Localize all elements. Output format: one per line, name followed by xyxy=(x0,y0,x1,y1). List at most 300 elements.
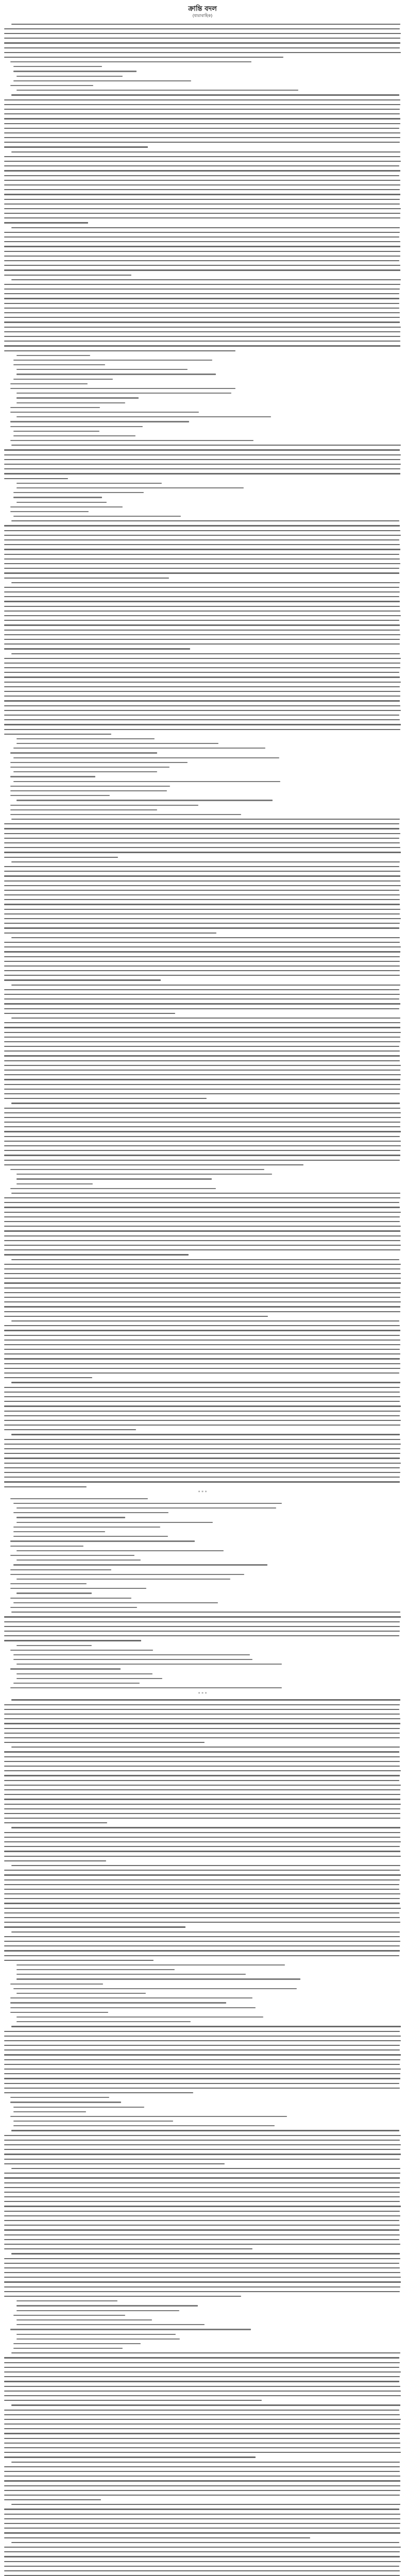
dialogue-text-line xyxy=(4,485,401,490)
paragraph-text-line xyxy=(4,121,401,126)
paragraph-text-line xyxy=(4,713,401,717)
paragraph-text-line xyxy=(4,2441,401,2445)
text-run xyxy=(4,1037,400,1038)
text-run xyxy=(4,1126,400,1127)
text-run xyxy=(4,2263,399,2264)
dialogue-text-line xyxy=(4,504,401,509)
paragraph-text-line xyxy=(4,556,401,561)
paragraph-text-line xyxy=(4,1248,401,1252)
paragraph-text-line xyxy=(4,2351,401,2355)
text-run xyxy=(4,350,235,351)
text-run xyxy=(4,1851,400,1852)
text-run xyxy=(13,1536,168,1537)
paragraph-text-line xyxy=(4,1101,401,1106)
paragraph-text-line xyxy=(4,2408,401,2412)
paragraph-text-line xyxy=(4,651,401,656)
text-run xyxy=(11,861,400,862)
text-run xyxy=(4,2362,400,2363)
text-run xyxy=(11,1259,399,1260)
text-run xyxy=(4,1368,400,1369)
text-run xyxy=(4,232,400,233)
text-run xyxy=(4,1714,400,1715)
text-run xyxy=(4,2391,401,2392)
text-run xyxy=(4,1879,400,1880)
paragraph-text-line xyxy=(4,840,401,845)
paragraph-text-line xyxy=(4,344,401,348)
text-run xyxy=(13,497,102,498)
paragraph-text-line xyxy=(4,1404,401,1409)
paragraph-text-line xyxy=(4,273,401,277)
text-run xyxy=(4,1074,401,1075)
dialogue-text-line xyxy=(4,1534,401,1539)
text-run xyxy=(4,1150,400,1151)
dialogue-text-line xyxy=(4,1582,401,1586)
text-run xyxy=(4,563,400,564)
paragraph-text-line xyxy=(4,1735,401,1740)
paragraph-text-line xyxy=(4,2157,401,2161)
paragraph-text-line xyxy=(4,457,401,462)
text-run xyxy=(10,762,188,763)
paragraph-text-line xyxy=(4,2384,401,2388)
paragraph-text-line xyxy=(4,874,401,878)
text-run xyxy=(4,321,400,323)
paragraph-text-line xyxy=(4,930,401,935)
text-run xyxy=(4,293,399,294)
paragraph-text-line xyxy=(4,831,401,836)
text-run xyxy=(4,1340,400,1341)
paragraph-text-line xyxy=(4,1143,401,1148)
paragraph-text-line xyxy=(4,595,401,599)
text-run xyxy=(4,535,401,536)
text-run xyxy=(11,1434,400,1435)
text-run xyxy=(4,289,400,290)
dialogue-text-line xyxy=(4,2336,401,2341)
text-run xyxy=(4,2049,400,2050)
text-run xyxy=(4,998,399,999)
text-run xyxy=(10,383,88,384)
text-run xyxy=(10,776,95,777)
text-run xyxy=(4,2258,400,2259)
dialogue-text-line xyxy=(4,1972,401,1977)
paragraph-text-line xyxy=(4,1148,401,1153)
text-run xyxy=(4,1429,136,1430)
dialogue-text-line xyxy=(4,2332,401,2336)
text-run xyxy=(4,549,400,550)
paragraph-text-line xyxy=(4,2540,401,2545)
paragraph-text-line xyxy=(4,1839,401,1844)
paragraph-text-line xyxy=(4,216,401,221)
paragraph-text-line xyxy=(4,240,401,244)
paragraph-text-line xyxy=(4,566,401,571)
dialogue-text-line xyxy=(4,2001,401,2005)
paragraph-text-line xyxy=(4,1262,401,1266)
paragraph-text-line xyxy=(4,637,401,641)
text-run xyxy=(4,686,400,687)
text-run xyxy=(4,1335,400,1336)
dialogue-text-line xyxy=(4,1520,401,1524)
paragraph-text-line xyxy=(4,935,401,940)
text-run xyxy=(4,2296,241,2297)
paragraph-text-line xyxy=(4,1200,401,1205)
text-run xyxy=(4,2499,101,2500)
text-run xyxy=(4,2528,400,2529)
text-run xyxy=(16,738,155,739)
dialogue-text-line xyxy=(4,2327,401,2332)
text-run xyxy=(4,1226,401,1227)
text-run xyxy=(4,1621,400,1622)
text-run xyxy=(4,1794,400,1795)
text-run xyxy=(4,2514,400,2515)
text-run xyxy=(10,790,167,791)
dialogue-text-line xyxy=(4,1529,401,1534)
dialogue-text-line xyxy=(4,2341,401,2346)
text-run xyxy=(4,899,400,900)
paragraph-text-line xyxy=(4,883,401,888)
text-run xyxy=(4,52,401,53)
text-run xyxy=(4,2456,256,2458)
paragraph-text-line xyxy=(4,519,401,523)
dialogue-text-line xyxy=(4,1572,401,1577)
paragraph-text-line xyxy=(4,1773,401,1778)
paragraph-text-line xyxy=(4,1437,401,1442)
paragraph-text-line xyxy=(4,623,401,628)
paragraph-text-line xyxy=(4,647,401,651)
paragraph-text-line xyxy=(4,561,401,566)
text-run xyxy=(4,1756,400,1757)
text-run xyxy=(4,2428,400,2429)
text-run xyxy=(4,1202,399,1203)
text-run xyxy=(4,539,399,540)
text-run xyxy=(4,2272,400,2273)
paragraph-text-line xyxy=(4,969,401,973)
paragraph-text-line xyxy=(4,1073,401,1077)
text-run xyxy=(11,1865,400,1866)
paragraph-text-line xyxy=(4,1858,401,1863)
text-run xyxy=(4,454,401,455)
text-run xyxy=(16,1993,146,1994)
text-run xyxy=(16,402,125,403)
text-run xyxy=(16,502,107,503)
dialogue-text-line xyxy=(4,2095,401,2100)
text-run xyxy=(13,1654,250,1655)
paragraph-text-line xyxy=(4,571,401,575)
text-run xyxy=(4,170,400,171)
paragraph-text-line xyxy=(4,2133,401,2138)
dialogue-text-line xyxy=(4,774,401,779)
text-run xyxy=(4,327,401,328)
text-run xyxy=(4,1268,400,1269)
text-run xyxy=(16,1664,282,1665)
paragraph-text-line xyxy=(4,2043,401,2048)
paragraph-text-line xyxy=(4,1054,401,1058)
document-subtitle: (ধারাবাহিক) xyxy=(192,13,213,18)
paragraph-text-line xyxy=(4,2275,401,2280)
text-run xyxy=(4,1728,400,1729)
paragraph-text-line xyxy=(4,1461,401,1465)
paragraph-text-line xyxy=(4,2152,401,2157)
text-run xyxy=(4,2537,310,2538)
dialogue-text-line xyxy=(4,1596,401,1600)
text-run xyxy=(4,2286,400,2287)
text-run xyxy=(11,819,400,820)
text-run xyxy=(4,724,401,725)
section-divider xyxy=(4,1489,401,1496)
text-run xyxy=(11,2404,400,2405)
paragraph-text-line xyxy=(4,467,401,471)
paragraph-text-line xyxy=(4,1324,401,1328)
text-run xyxy=(4,1481,400,1482)
text-run xyxy=(4,298,399,299)
text-run xyxy=(4,2466,400,2467)
paragraph-text-line xyxy=(4,1844,401,1849)
paragraph-text-line xyxy=(4,732,401,736)
text-run xyxy=(4,2229,399,2230)
paragraph-text-line xyxy=(4,1783,401,1787)
paragraph-text-line xyxy=(4,2379,401,2384)
text-run xyxy=(16,369,188,370)
text-run xyxy=(16,90,298,91)
paragraph-text-line xyxy=(4,2199,401,2204)
text-run xyxy=(4,1108,400,1109)
text-run xyxy=(4,1477,400,1478)
dialogue-text-line xyxy=(4,2119,401,2124)
text-run xyxy=(4,2490,400,2491)
text-run xyxy=(4,1856,401,1857)
text-run xyxy=(4,2154,401,2155)
paragraph-text-line xyxy=(4,41,401,45)
paragraph-text-line xyxy=(4,1456,401,1461)
paragraph-text-line xyxy=(4,2247,401,2251)
text-run xyxy=(4,913,400,914)
text-run xyxy=(11,2352,400,2353)
paragraph-text-line xyxy=(4,2388,401,2393)
paragraph-text-line xyxy=(4,1409,401,1413)
paragraph-text-line xyxy=(4,1295,401,1299)
paragraph-text-line xyxy=(4,154,401,159)
paragraph-text-line xyxy=(4,1465,401,1470)
text-run xyxy=(13,757,279,758)
paragraph-text-line xyxy=(4,1896,401,1901)
text-run xyxy=(4,1235,401,1236)
text-run xyxy=(4,1960,154,1961)
text-run xyxy=(4,1358,400,1359)
paragraph-text-line xyxy=(4,1214,401,1219)
paragraph-text-line xyxy=(4,963,401,968)
paragraph-text-line xyxy=(4,2375,401,2379)
paragraph-text-line xyxy=(4,1342,401,1347)
paragraph-text-line xyxy=(4,1470,401,1475)
text-run xyxy=(11,2130,399,2131)
paragraph-text-line xyxy=(4,1778,401,1783)
text-run xyxy=(16,2324,205,2325)
text-run xyxy=(4,2064,400,2065)
text-run xyxy=(11,24,400,25)
text-run xyxy=(4,676,400,677)
paragraph-text-line xyxy=(4,287,401,292)
text-run xyxy=(4,1046,399,1047)
dialogue-text-line xyxy=(4,353,401,358)
text-run xyxy=(13,66,102,67)
paragraph-text-line xyxy=(4,2057,401,2062)
paragraph-text-line xyxy=(4,552,401,556)
text-run xyxy=(4,128,399,129)
paragraph-text-line xyxy=(4,2464,401,2469)
paragraph-text-line xyxy=(4,1039,401,1044)
dialogue-text-line xyxy=(4,1553,401,1557)
paragraph-text-line xyxy=(4,159,401,163)
document-body xyxy=(4,22,401,2576)
paragraph-text-line xyxy=(4,1915,401,1920)
paragraph-text-line xyxy=(4,2502,401,2507)
text-run xyxy=(4,1780,399,1781)
text-run xyxy=(4,1240,400,1241)
dialogue-text-line xyxy=(4,438,401,443)
dialogue-text-line xyxy=(4,514,401,519)
text-run xyxy=(4,1392,400,1393)
text-run xyxy=(4,199,400,200)
text-run xyxy=(10,767,170,768)
paragraph-text-line xyxy=(4,680,401,684)
text-run xyxy=(4,2144,401,2145)
text-run xyxy=(4,2291,400,2292)
paragraph-text-line xyxy=(4,1389,401,1394)
text-run xyxy=(4,256,400,257)
text-run xyxy=(4,42,400,43)
text-run xyxy=(4,345,400,346)
text-run xyxy=(4,2556,400,2557)
text-run xyxy=(4,1704,400,1705)
text-run xyxy=(10,2097,109,2098)
paragraph-text-line xyxy=(4,1129,401,1134)
dialogue-text-line xyxy=(4,1991,401,1995)
text-run xyxy=(4,184,400,185)
text-run xyxy=(16,2305,198,2306)
paragraph-text-line xyxy=(4,197,401,201)
dialogue-text-line xyxy=(4,1577,401,1581)
text-run xyxy=(4,1316,268,1317)
paragraph-text-line xyxy=(4,2185,401,2190)
paragraph-text-line xyxy=(4,1385,401,1389)
text-run xyxy=(4,1950,400,1951)
paragraph-text-line xyxy=(4,2535,401,2540)
paragraph-text-line xyxy=(4,921,401,926)
text-run xyxy=(4,1197,400,1198)
text-run xyxy=(13,2111,86,2112)
text-run xyxy=(11,2504,400,2505)
text-run xyxy=(4,663,400,664)
text-run xyxy=(4,2192,400,2193)
text-run xyxy=(4,1766,400,1767)
paragraph-text-line xyxy=(4,2280,401,2284)
text-run xyxy=(4,2220,399,2221)
dialogue-text-line xyxy=(4,1962,401,1967)
dialogue-text-line xyxy=(4,1567,401,1572)
paragraph-text-line xyxy=(4,1925,401,1929)
dialogue-text-line xyxy=(4,1501,401,1505)
paragraph-text-line xyxy=(4,1610,401,1615)
paragraph-text-line xyxy=(4,192,401,197)
text-run xyxy=(4,1273,401,1274)
paragraph-text-line xyxy=(4,234,401,239)
text-run xyxy=(4,284,400,285)
text-run xyxy=(4,222,88,223)
paragraph-text-line xyxy=(4,1638,401,1643)
paragraph-text-line xyxy=(4,2029,401,2033)
dialogue-text-line xyxy=(4,1648,401,1652)
text-run xyxy=(4,2476,400,2477)
paragraph-text-line xyxy=(4,2053,401,2057)
text-run xyxy=(11,227,400,228)
text-run xyxy=(4,180,400,181)
text-run xyxy=(4,1751,399,1752)
text-run xyxy=(4,667,400,668)
text-run xyxy=(4,175,399,176)
text-run xyxy=(11,1827,400,1828)
text-run xyxy=(10,795,110,796)
dialogue-text-line xyxy=(4,793,401,798)
paragraph-text-line xyxy=(4,2493,401,2497)
paragraph-text-line xyxy=(4,850,401,855)
text-run xyxy=(4,643,400,645)
text-run xyxy=(10,2116,287,2117)
text-run xyxy=(4,961,400,962)
text-run xyxy=(4,866,399,867)
paragraph-text-line xyxy=(4,660,401,665)
paragraph-text-line xyxy=(4,656,401,660)
dialogue-text-line xyxy=(4,64,401,69)
text-run xyxy=(10,426,143,427)
text-run xyxy=(4,1733,400,1734)
text-run xyxy=(16,1645,92,1646)
text-run xyxy=(4,1808,400,1809)
paragraph-text-line xyxy=(4,2086,401,2090)
text-run xyxy=(4,2433,400,2434)
paragraph-text-line xyxy=(4,1006,401,1011)
text-run xyxy=(4,1311,400,1312)
dialogue-text-line xyxy=(4,1548,401,1553)
text-run xyxy=(4,1003,400,1004)
text-run xyxy=(4,204,400,205)
paragraph-text-line xyxy=(4,296,401,301)
paragraph-text-line xyxy=(4,225,401,230)
text-run xyxy=(4,572,399,573)
text-run xyxy=(11,1320,399,1321)
dialogue-text-line xyxy=(4,760,401,765)
text-run xyxy=(4,658,401,659)
text-run xyxy=(11,2168,400,2169)
dialogue-text-line xyxy=(4,812,401,817)
paragraph-text-line xyxy=(4,1139,401,1143)
text-run xyxy=(4,1813,400,1814)
text-run xyxy=(4,871,400,872)
text-run xyxy=(4,1221,400,1222)
paragraph-text-line xyxy=(4,992,401,996)
paragraph-text-line xyxy=(4,1816,401,1821)
text-run xyxy=(4,2523,400,2524)
paragraph-text-line xyxy=(4,1210,401,1214)
text-run xyxy=(4,1922,400,1923)
text-run xyxy=(13,80,191,81)
text-run xyxy=(10,421,189,422)
text-run xyxy=(4,241,400,242)
paragraph-text-line xyxy=(4,2412,401,2417)
paragraph-text-line xyxy=(4,1868,401,1873)
dialogue-text-line xyxy=(4,367,401,372)
paragraph-text-line xyxy=(4,2545,401,2549)
text-run xyxy=(4,975,400,976)
paragraph-text-line xyxy=(4,1049,401,1054)
text-run xyxy=(4,989,399,990)
